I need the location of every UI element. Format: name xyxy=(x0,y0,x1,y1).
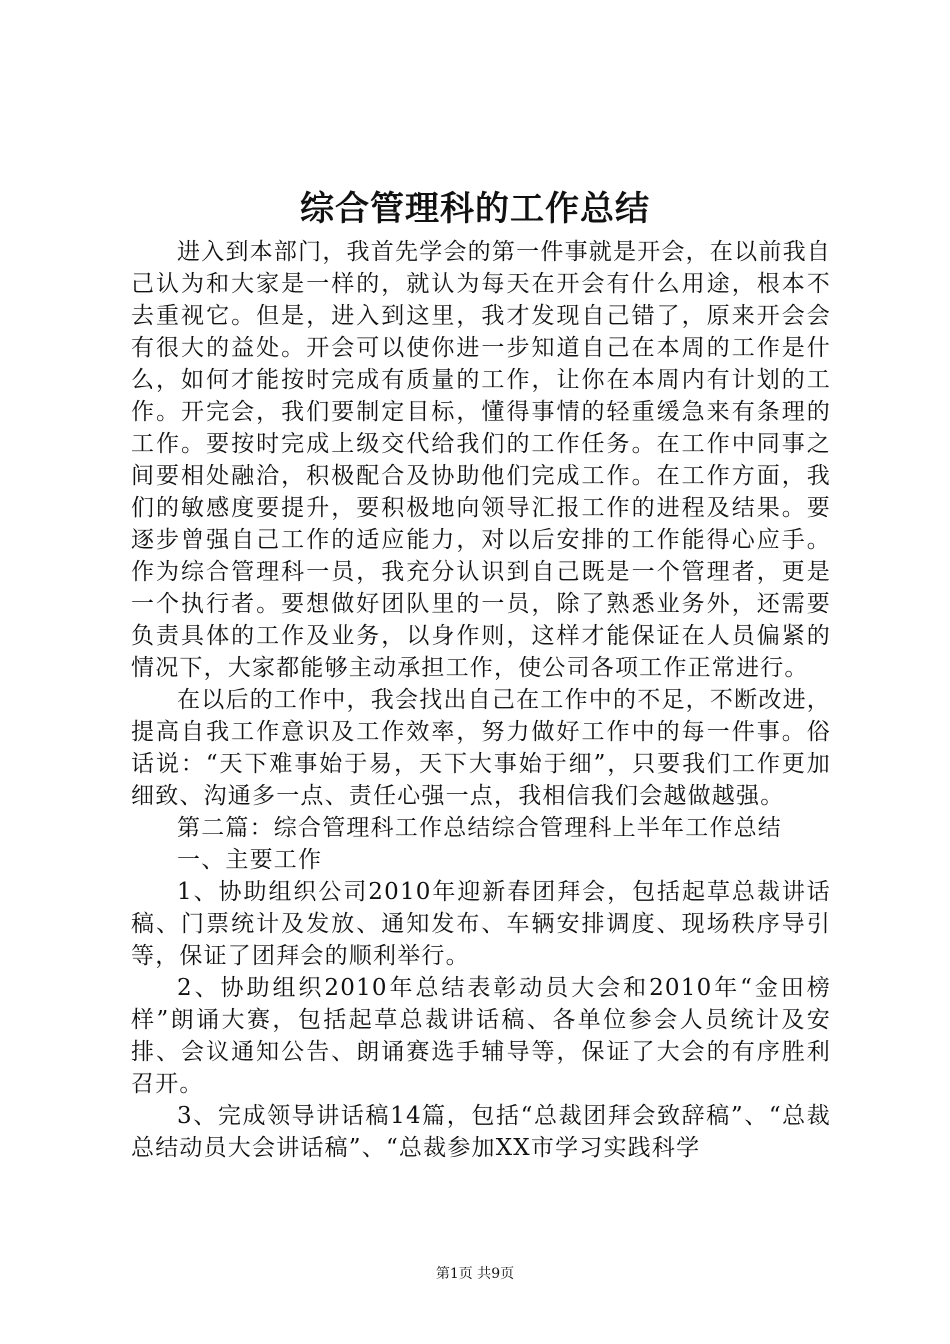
paragraph: 第二篇：综合管理科工作总结综合管理科上半年工作总结 xyxy=(177,815,782,841)
page-footer: 第1页 共9页 xyxy=(435,1266,515,1282)
section-heading: 一、主要工作 xyxy=(177,847,323,873)
paragraph: 进入到本部门，我首先学会的第一件事就是开会，在以前我自己认为和大家是一样的，就认为每天在开会有什么用途，根本不去重视它。但是，进入到这里，我才发现自己错了，原来开会会有很大的益处。开会可以使你进一步知道自己在本周的工作是什么，如何才能按时完成有质量的工作，让你在本周内有计划的工作。开完会，我们要制定目标，懂得事情的轻重缓急来有条理的工作。要按时完成上级交代给我们的工作任务。在工作中同事之间要相处融洽，积极配合及协助他们完成工作。在工作方面，我们的敏感度要提升，要积极地向领导汇报工作的进程及结果。要逐步曾强自己工作的适应能力，对以后安排的工作能得心应手。作为综合管理科一员，我充分认识到自己既是一个管理者，更是一个执行者。要想做好团队里的一员，除了熟悉业务外，还需要负责具体的工作及业务，以身作则，这样才能保证在人员偏紧的情况下，大家都能够主动承担工作，使公司各项工作正常进行。 xyxy=(131,239,831,681)
document-title: 综合管理科的工作总结 xyxy=(300,189,650,229)
document-body xyxy=(131,236,831,1164)
paragraph: 3、完成领导讲话稿14篇，包括“总裁团拜会致辞稿”、“总裁总结动员大会讲话稿”、“总裁参加XX市学习实践科学 xyxy=(131,1103,831,1161)
paragraph: 在以后的工作中，我会找出自己在工作中的不足，不断改进，提高自我工作意识及工作效率，努力做好工作中的每一件事。俗话说：“天下难事始于易，天下大事始于细”，只要我们工作更加细致、沟通多一点、责任心强一点，我相信我们会越做越强。 xyxy=(131,687,831,809)
paragraph: 2、协助组织2010年总结表彰动员大会和2010年“金田榜样”朗诵大赛，包括起草总裁讲话稿、各单位参会人员统计及安排、会议通知公告、朗诵赛选手辅导等，保证了大会的有序胜利召开。 xyxy=(131,975,831,1097)
paragraph: 1、协助组织公司2010年迎新春团拜会，包括起草总裁讲话稿、门票统计及发放、通知发布、车辆安排调度、现场秩序导引等，保证了团拜会的顺利举行。 xyxy=(131,879,831,969)
